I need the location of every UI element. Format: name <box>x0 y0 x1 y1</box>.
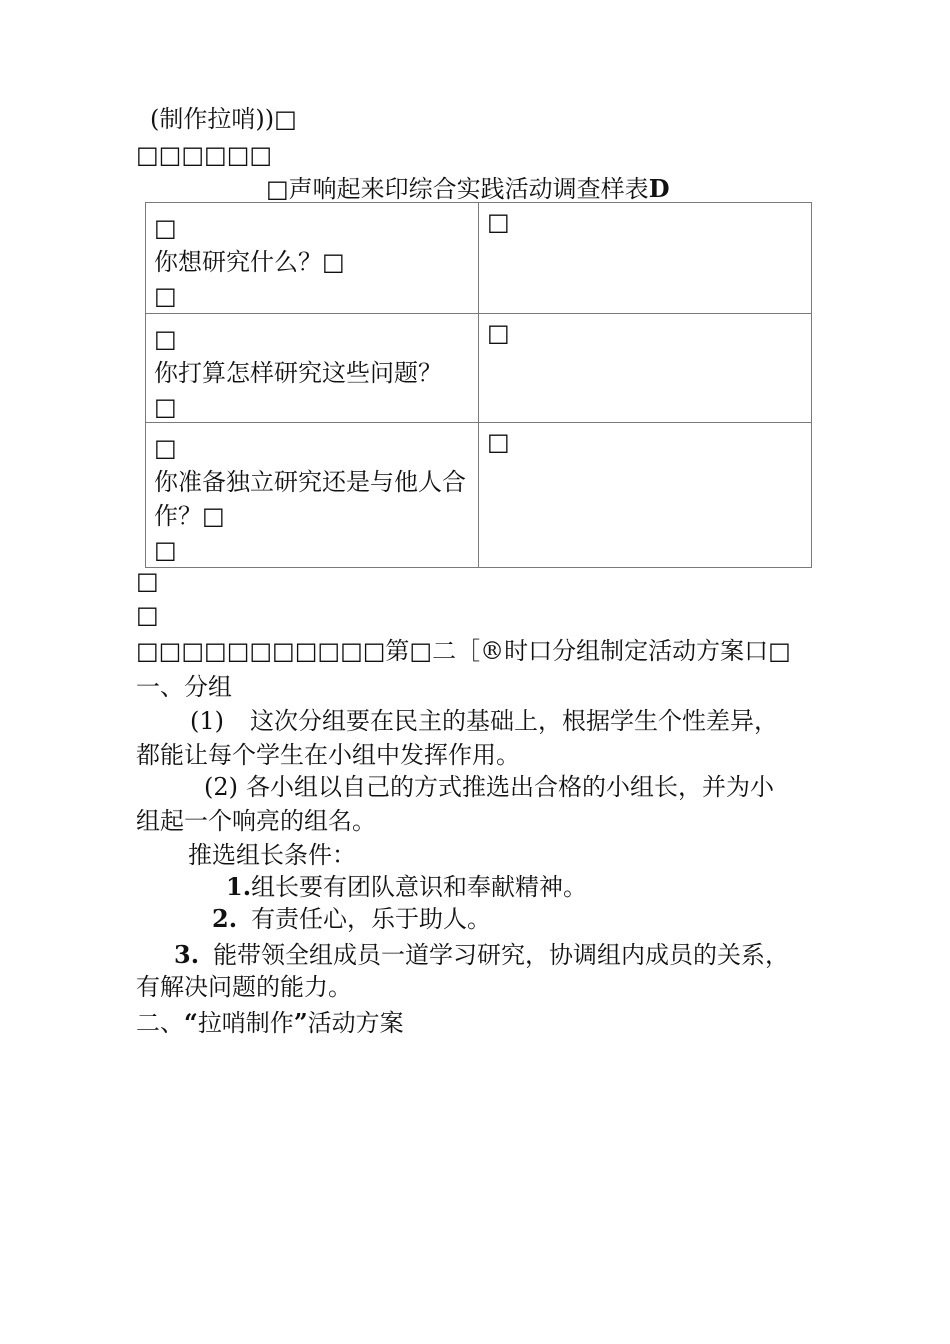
list-item <box>204 772 774 802</box>
item-text: 各小组以自己的方式推选出合格的小组长，并为小 <box>246 773 774 801</box>
question-text: 你准备独立研究还是与他人合作？□ <box>154 468 466 530</box>
item-text: 这次分组要在民主的基础上，根据学生个性差异， <box>250 707 778 735</box>
criteria-number: 1. <box>226 872 252 901</box>
blank-mark-text: □ <box>136 567 159 595</box>
answer-text: □ <box>487 428 510 456</box>
cell-mark: □ <box>154 282 177 310</box>
question-cell <box>146 314 479 423</box>
table-row <box>146 314 812 423</box>
answer-text: □ <box>487 319 510 347</box>
lesson-heading <box>136 636 791 666</box>
section-number: 二、 <box>136 1009 184 1037</box>
cell-mark: □ <box>154 325 177 353</box>
answer-cell[interactable] <box>479 314 812 423</box>
item-number: (2) <box>204 773 238 801</box>
cell-mark: □ <box>154 214 177 242</box>
list-item <box>190 706 778 736</box>
item-text: 组起一个响亮的组名。 <box>136 807 376 835</box>
list-item-continuation <box>136 740 520 770</box>
cell-mark: □ <box>154 393 177 421</box>
survey-table <box>145 202 812 568</box>
cell-mark: □ <box>154 434 177 462</box>
criteria-text: 有解决问题的能力。 <box>136 973 352 1001</box>
section-title: 拉哨制作 <box>197 1009 294 1037</box>
section-suffix: 活动方案 <box>307 1009 404 1037</box>
quote-open: “ <box>184 1008 198 1037</box>
criteria-heading-text: 推选组长条件： <box>188 841 356 869</box>
placeholder-box-line <box>136 140 272 170</box>
section-heading-text: 一、分组 <box>136 673 232 701</box>
item-number: (1) <box>190 707 224 735</box>
criteria-item <box>212 904 491 934</box>
criteria-item <box>226 872 587 902</box>
question-text: 你想研究什么？□ <box>154 248 345 276</box>
question-cell <box>146 423 479 568</box>
criteria-item-continuation <box>136 972 352 1002</box>
title-text: (制作拉哨))□ <box>150 105 297 133</box>
section-heading <box>136 1008 404 1038</box>
table-title-text: □声响起来印综合实践活动调查样表 <box>266 175 649 203</box>
criteria-number: 3. <box>174 940 200 969</box>
placeholder-boxes: □□□□□□ <box>136 141 273 169</box>
table-title-suffix: D <box>648 174 670 203</box>
blank-mark <box>136 566 159 596</box>
answer-cell[interactable] <box>479 423 812 568</box>
question-text: 你打算怎样研究这些问题？ <box>154 359 442 387</box>
table-title <box>266 174 670 204</box>
blank-mark-text: □ <box>136 601 159 629</box>
answer-cell[interactable] <box>479 203 812 314</box>
question-cell <box>146 203 479 314</box>
item-text: 都能让每个学生在小组中发挥作用。 <box>136 741 520 769</box>
criteria-item <box>174 940 789 970</box>
section-heading <box>136 672 232 702</box>
lesson-heading-text: □□□□□□□□□□□第□二［®时口分组制定活动方案口□ <box>136 637 791 665</box>
criteria-number: 2. <box>212 904 238 933</box>
criteria-text: 有责任心，乐于助人。 <box>251 905 492 933</box>
cell-mark: □ <box>154 536 177 564</box>
document-title-line <box>150 104 297 134</box>
quote-close: ” <box>293 1008 308 1037</box>
table-row <box>146 423 812 568</box>
list-item-continuation <box>136 806 376 836</box>
criteria-heading <box>188 840 356 870</box>
table-row <box>146 203 812 314</box>
criteria-text: 组长要有团队意识和奉献精神。 <box>251 873 588 901</box>
answer-text: □ <box>487 208 510 236</box>
criteria-text: 能带领全组成员一道学习研究，协调组内成员的关系， <box>213 941 790 969</box>
blank-mark <box>136 600 159 630</box>
